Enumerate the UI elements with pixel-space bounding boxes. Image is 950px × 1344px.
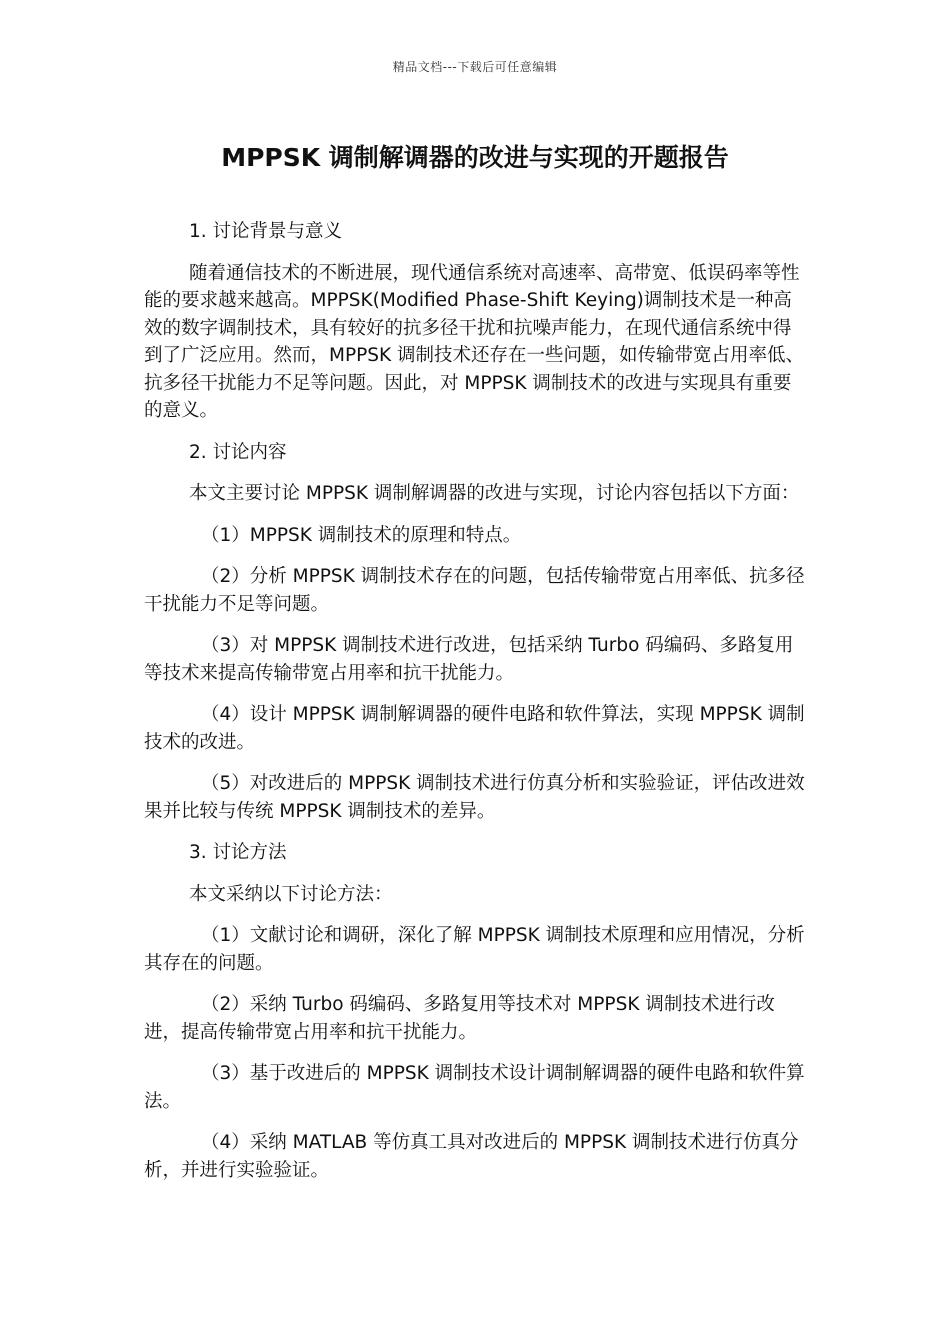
content-item: （5）对改进后的 MPPSK 调制技术进行仿真分析和实验验证，评估改进效果并比较与传统 MPPSK 调制技术的差异。 xyxy=(144,773,805,822)
section-heading-content: 2. 讨论内容 xyxy=(189,441,287,463)
background-paragraph: 随着通信技术的不断进展，现代通信系统对高速率、高带宽、低误码率等性能的要求越来越高。MPPSK(Modified Phase-Shift Keying)调制技术是一种高效的数字调制技术，具有较好的抗多径干扰和抗噪声能力，在现代通信系统中得到了广泛应用。然而，MPPSK 调制技术还存在一些问题，如传输带宽占用率低、抗多径干扰能力不足等问题。因此，对 MPPSK 调制技术的改进与实现具有重要的意义。 xyxy=(144,262,805,421)
method-item: （1）文献讨论和调研，深化了解 MPPSK 调制技术原理和应用情况，分析其存在的问题。 xyxy=(144,925,805,974)
method-item: （4）采纳 MATLAB 等仿真工具对改进后的 MPPSK 调制技术进行仿真分析，并进行实验验证。 xyxy=(144,1132,799,1181)
content-item: （2）分析 MPPSK 调制技术存在的问题，包括传输带宽占用率低、抗多径干扰能力不足等问题。 xyxy=(144,566,805,615)
header-note: 精品文档---下载后可任意编辑 xyxy=(392,60,558,74)
content-item: （3）对 MPPSK 调制技术进行改进，包括采纳 Turbo 码编码、多路复用等技术来提高传输带宽占用率和抗干扰能力。 xyxy=(144,635,794,684)
content-item: （1）MPPSK 调制技术的原理和特点。 xyxy=(201,524,522,546)
method-intro: 本文采纳以下讨论方法： xyxy=(189,883,393,905)
section-heading-background: 1. 讨论背景与意义 xyxy=(189,221,343,242)
document-title: MPPSK 调制解调器的改进与实现的开题报告 xyxy=(221,143,729,172)
document-body xyxy=(144,218,808,1198)
method-item: （3）基于改进后的 MPPSK 调制技术设计调制解调器的硬件电路和软件算法。 xyxy=(144,1063,805,1112)
content-item: （4）设计 MPPSK 调制解调器的硬件电路和软件算法，实现 MPPSK 调制技术的改进。 xyxy=(144,704,805,753)
content-intro: 本文主要讨论 MPPSK 调制解调器的改进与实现，讨论内容包括以下方面： xyxy=(189,483,800,504)
section-heading-method: 3. 讨论方法 xyxy=(189,842,287,863)
method-item: （2）采纳 Turbo 码编码、多路复用等技术对 MPPSK 调制技术进行改进，提高传输带宽占用率和抗干扰能力。 xyxy=(144,994,775,1043)
